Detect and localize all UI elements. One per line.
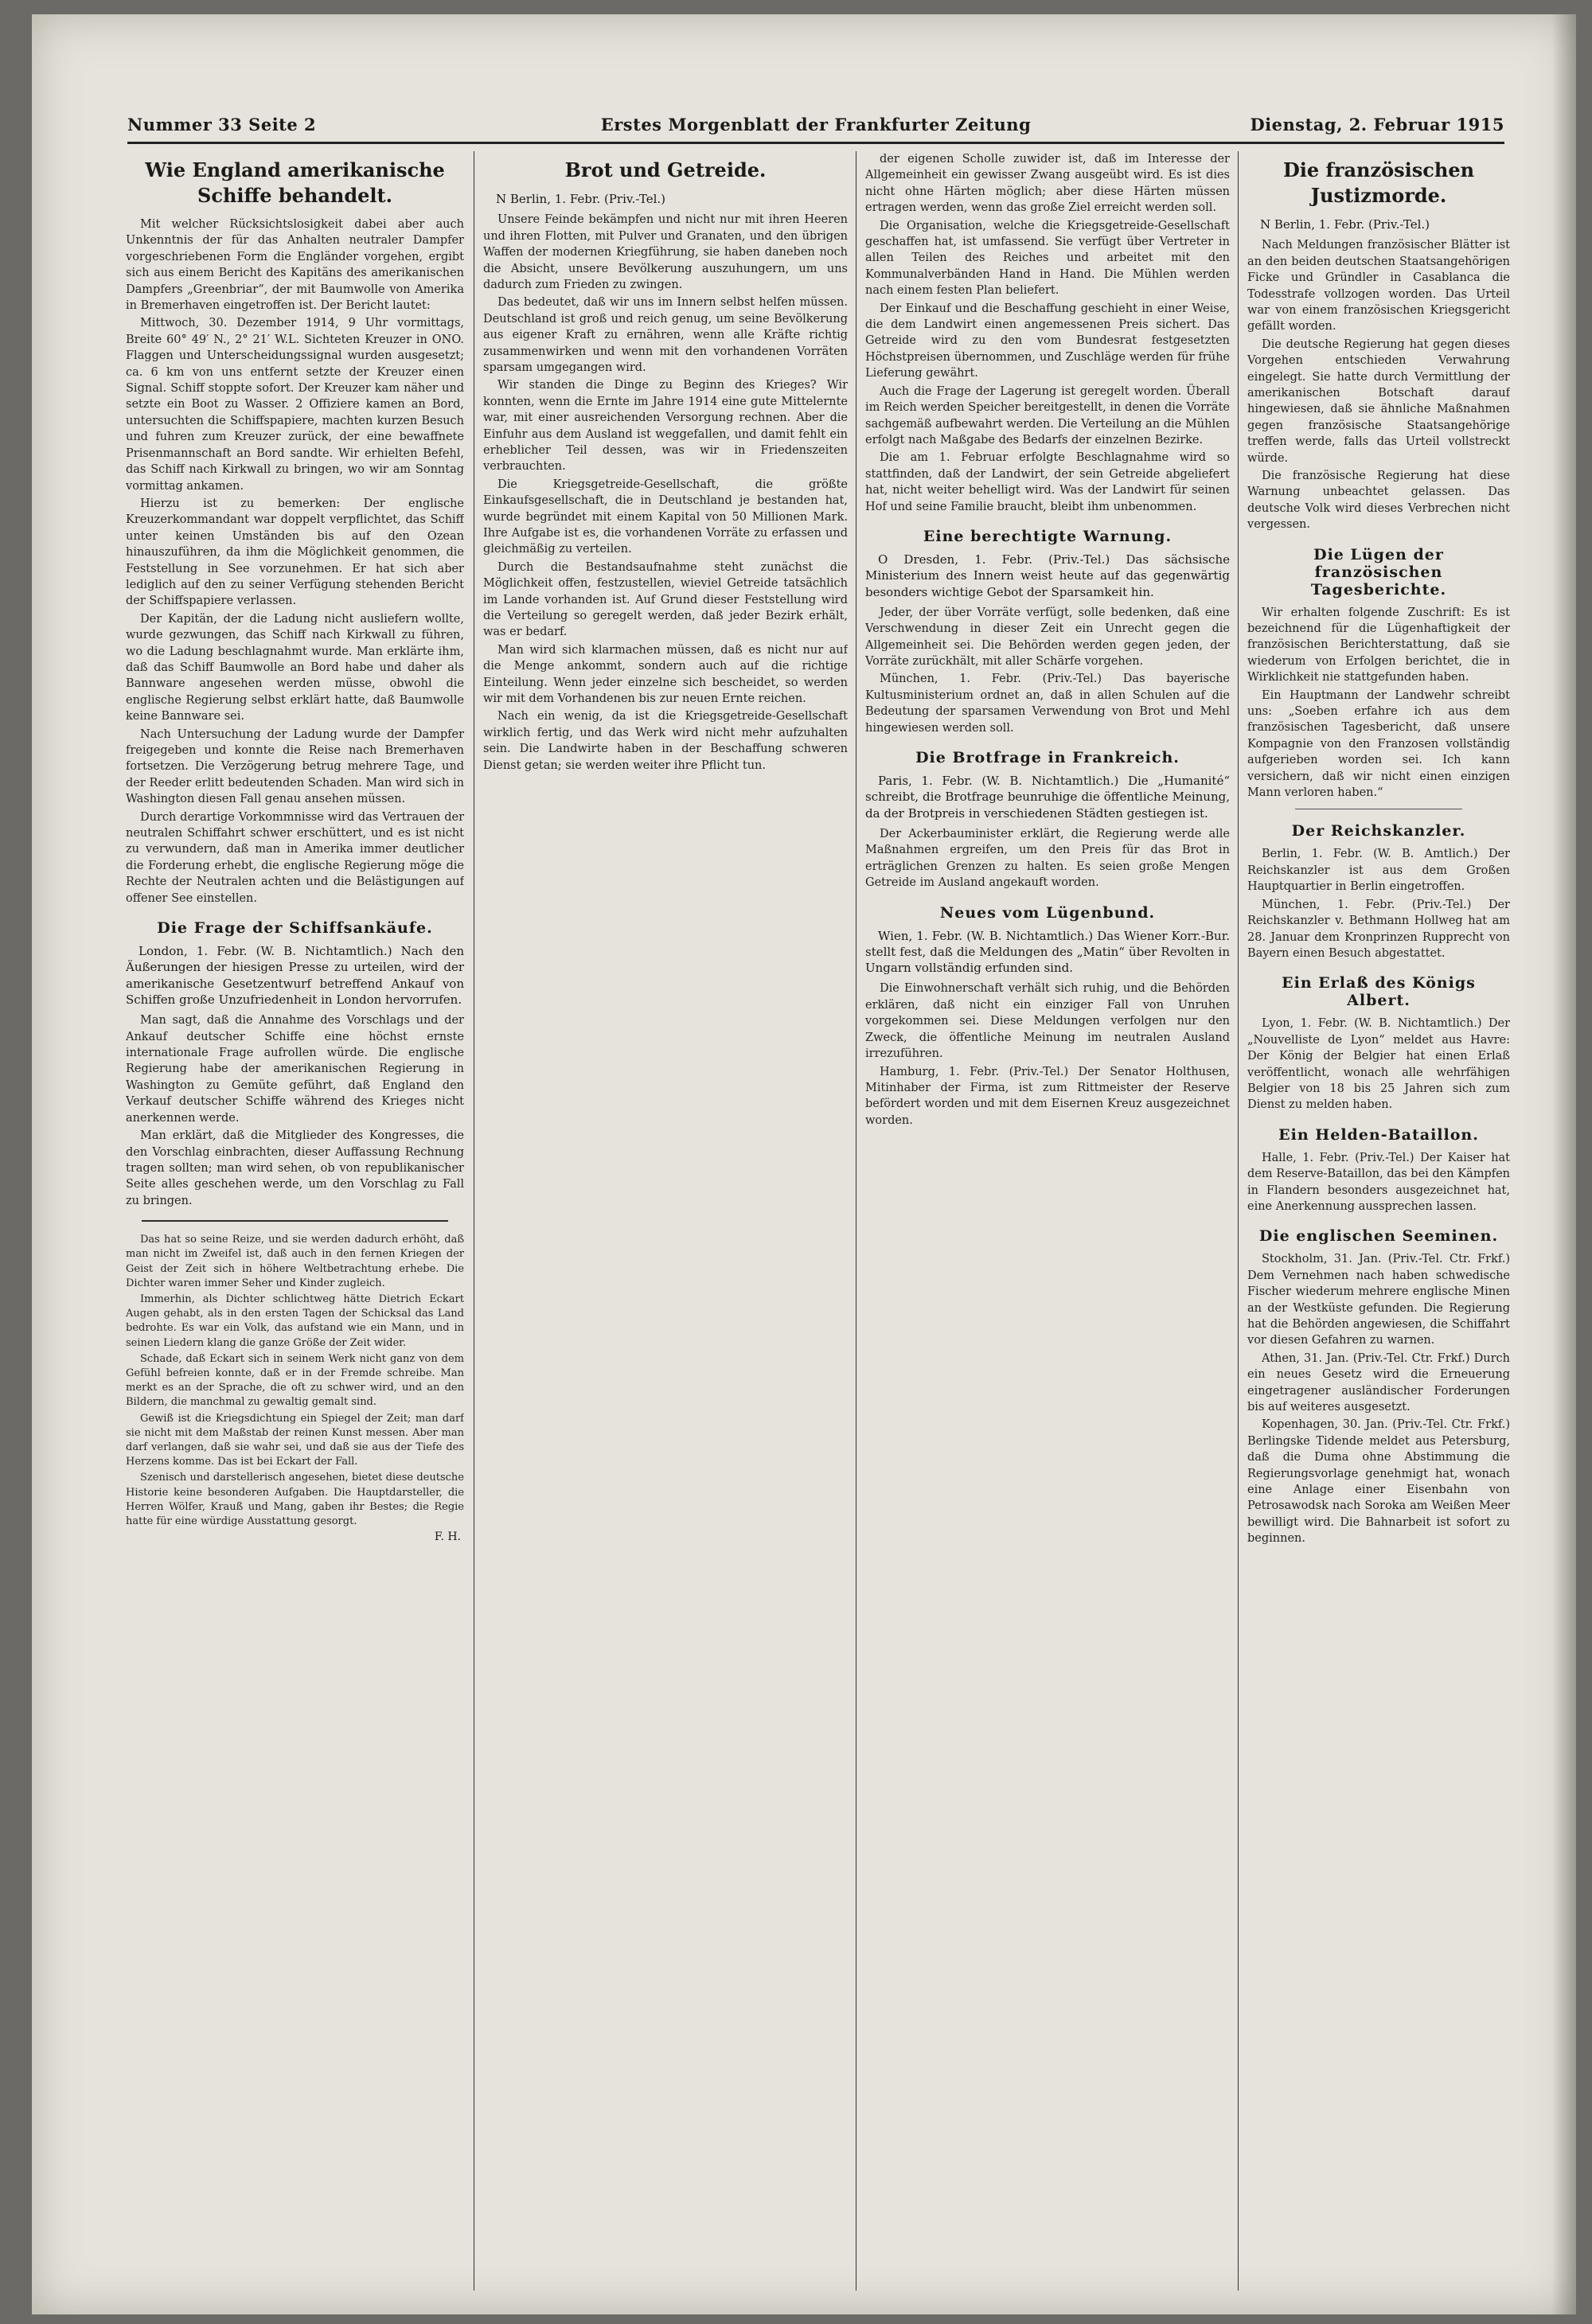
section-heading: Eine berechtigte Warnung. [923,527,1173,545]
masthead-paper-name: Erstes Morgenblatt der Frankfurter Zeitung [600,115,1032,135]
section-heading: Der Reichskanzler. [1291,822,1466,840]
article-paragraph: Die Kriegsgetreide-Gesellschaft, die größte Einkaufsgesellschaft, die in Deutschland je bestanden hat, wurde begründet mit einem Kapital von 50 Millionen Mark. Ihre Aufgabe ist es, die vorhandenen Vorräte zu erfassen und gleichmäßig zu verteilen. [483,478,848,556]
feuilleton-paragraph: Das hat so seine Reize, und sie werden dadurch erhöht, daß man nicht im Zweifel ist, daß auch in den fernen Kriegen der Geist der Zeit sich in höhere Weltbetrachtung erhebe. Die Dichter waren immer Seher und Kinder zugleich. [126,1234,464,1289]
dateline: Paris, 1. Febr. (W. B. Nichtamtlich.) Die „Humanité“ schreibt, die Brotfrage beunruhige die öffentliche Meinung, da der Brotpreis in verschiedenen Städten gestiegen ist. [865,774,1230,821]
article-paragraph: der eigenen Scholle zuwider ist, daß im Interesse der Allgemeinheit ein gewisser Zwang ausgeübt wird. Es ist dies nicht ohne Härten möglich; aber diese Härten müssen ertragen werden, wenn das große Ziel erreicht werden soll. [865,153,1230,215]
masthead-issue: Nummer 33 Seite 2 [127,115,317,135]
article-paragraph: München, 1. Febr. (Priv.-Tel.) Der Reichskanzler v. Bethmann Hollweg hat am 28. Januar dem Kronprinzen Rupprecht von Bayern einen Besuch abgestattet. [1247,898,1510,960]
article-paragraph: Unsere Feinde bekämpfen und nicht nur mit ihren Heeren und ihren Flotten, mit Pulver und Granaten, und den übrigen Waffen der modernen Kriegführung, sie haben daneben noch die Absicht, unsere Bevölkerung auszuhungern, um uns dadurch zum Frieden zu zwingen. [483,213,848,291]
article-paragraph: Die am 1. Februar erfolgte Beschlagnahme wird so stattfinden, daß der Landwirt, der sein Getreide abgeliefert hat, nicht weiter behelligt wird. Was der Landwirt für seinen Hof und seine Familie braucht, bleibt ihm unbenommen. [865,451,1230,513]
section-heading: Die englischen Seeminen. [1258,1227,1499,1246]
feuilleton-paragraph: Immerhin, als Dichter schlichtweg hätte Dietrich Eckart Augen gehabt, als in den ersten Tagen der Schicksal das Land bedrohte. Es war ein Volk, das aufstand wie ein Mann, und in seinen Liedern klang die ganze Größe der Zeit wider. [126,1293,464,1349]
article-paragraph: Das bedeutet, daß wir uns im Innern selbst helfen müssen. Deutschland ist groß und reich genug, um seine Bevölkerung aus eigener Kraft zu ernähren, wenn alle Kräfte richtig zusammenwirken und wenn mit den vorhandenen Vorräten sparsam umgegangen wird. [483,296,848,374]
dateline: Wien, 1. Febr. (W. B. Nichtamtlich.) Das Wiener Korr.-Bur. stellt fest, daß die Meldungen des „Matin“ über Revolten in Ungarn vollständig erfunden sind. [865,928,1230,976]
section-heading: Neues vom Lügenbund. [939,903,1156,922]
author-signature: F. H. [434,1530,461,1544]
section-heading: Die Lügen der französischen Tagesberichte. [1310,545,1447,599]
article-paragraph: Auch die Frage der Lagerung ist geregelt worden. Überall im Reich werden Speicher bereitgestellt, in denen die Vorräte sachgemäß aufbewahrt werden. Die Verteilung an die Mühlen erfolgt nach Maßgabe des Bedarfs der einzelnen Bezirke. [865,384,1230,446]
article-paragraph: Kopenhagen, 30. Jan. (Priv.-Tel. Ctr. Frkf.) Berlingske Tidende meldet aus Petersburg, daß die Duma ohne Abstimmung die Regierungsvorlage genehmigt hat, wonach eine Anlage einer Eisenbahn von Petrosawodsk nach Soroka am Weißen Meer bewilligt wird. Die Bahnarbeit ist sofort zu beginnen. [1247,1418,1510,1546]
article-paragraph: Nach ein wenig, da ist die Kriegsgetreide-Gesellschaft wirklich fertig, und das Werk wird nicht mehr aufzuhalten sein. Die Landwirte haben in der Beschaffung schweren Dienst getan; sie werden weiter ihre Pflicht tun. [483,710,848,772]
article-paragraph: Man sagt, daß die Annahme des Vorschlags und der Ankauf deutscher Schiffe eine höchst ernste internationale Frage aufrollen würde. Die englische Regierung habe der amerikanischen Regierung in Washington zu Gemüte geführt, daß England den Verkauf deutscher Schiffe während des Krieges nicht anerkennen werde. [126,1014,464,1125]
column-3 [865,151,1230,2291]
dateline: London, 1. Febr. (W. B. Nichtamtlich.) Nach den Äußerungen der hiesigen Presse zu urteilen, wird der amerikanische Gesetzentwurf betreffend Ankauf von Schiffen große Unzufriedenheit in London hervorrufen. [126,944,464,1007]
article-paragraph: Athen, 31. Jan. (Priv.-Tel. Ctr. Frkf.) Durch ein neues Gesetz wird die Erneuerung eingetragener ausländischer Forderungen bis auf weiteres ausgesetzt. [1247,1351,1510,1414]
section-heading: Ein Erlaß des Königs Albert. [1282,974,1476,1010]
article-paragraph: Die französische Regierung hat diese Warnung unbeachtet gelassen. Das deutsche Volk wird dieses Verbrechen nicht vergessen. [1247,469,1510,532]
article-paragraph: Durch die Bestandsaufnahme steht zunächst die Möglichkeit offen, festzustellen, wieviel Getreide tatsächlich im Lande vorhanden ist. Auf Grund dieser Feststellung wird die Verteilung so geregelt werden, daß jeder Bezirk erhält, was er bedarf. [483,560,848,639]
article-title: Brot und Getreide. [564,158,767,181]
column-rule [1238,151,1239,2291]
feuilleton-paragraph: Schade, daß Eckart sich in seinem Werk nicht ganz von dem Gefühl befreien konnte, daß er in der Fremde schreibe. Man merkt es an der Sprache, die oft zu schwer wird, und an den Bildern, die manchmal zu gewaltig gemalt sind. [126,1352,464,1409]
dateline: N Berlin, 1. Febr. (Priv.-Tel.) [496,192,666,206]
column-4 [1247,151,1510,2291]
article-paragraph: Die Organisation, welche die Kriegsgetreide-Gesellschaft geschaffen hat, ist umfassend. Sie verfügt über Vertreter in allen Teilen des Reiches und arbeitet mit den Kommunalverbänden Hand in Hand. Die Mühlen werden nach einem festen Plan beliefert. [865,219,1230,298]
article-paragraph: Der Kapitän, der die Ladung nicht ausliefern wollte, wurde gezwungen, das Schiff nach Kirkwall zu führen, wo die Ladung beschlagnahmt wurde. Man erklärte ihm, daß das Schiff Baumwolle an Bord habe und daher als Bannware angesehen werden müsse, obwohl die englische Regierung selbst erklärt hatte, daß Baumwolle keine Bannware sei. [126,612,464,723]
article-paragraph: Durch derartige Vorkommnisse wird das Vertrauen der neutralen Schiffahrt schwer erschüttert, und es ist nicht zu verwundern, daß man in Amerika immer deutlicher die Forderung erhebt, die englische Regierung möge die Rechte der Neutralen achten und die Belästigungen auf offener See einstellen. [126,810,464,905]
article-paragraph: Wir erhalten folgende Zuschrift: Es ist bezeichnend für die Lügenhaftigkeit der französischen Berichterstattung, daß sie wiederum von Erfolgen berichtet, die in Wirklichkeit nie stattgefunden haben. [1247,606,1510,684]
newspaper-page [32,14,1576,2314]
article-paragraph: Der Ackerbauminister erklärt, die Regierung werde alle Maßnahmen ergreifen, um den Preis für das Brot in erträglichen Grenzen zu halten. Es seien große Mengen Getreide im Ausland angekauft worden. [865,827,1230,890]
dateline: N Berlin, 1. Febr. (Priv.-Tel.) [1260,217,1430,232]
article-paragraph: Wir standen die Dinge zu Beginn des Krieges? Wir konnten, wenn die Ernte im Jahre 1914 eine gute Mittelernte war, mit einer ausreichenden Versorgung rechnen. Aber die Einfuhr aus dem Ausland ist weggefallen, und damit fehlt ein erheblicher Teil dessen, was wir in Friedenszeiten verbrauchten. [483,379,848,474]
section-heading: Ein Helden-Bataillon. [1278,1125,1479,1144]
article-paragraph: Hamburg, 1. Febr. (Priv.-Tel.) Der Senator Holthusen, Mitinhaber der Firma, ist zum Rittmeister der Reserve befördert worden und mit dem Eisernen Kreuz ausgezeichnet worden. [865,1065,1230,1127]
section-heading: Die Frage der Schiffsankäufe. [157,919,433,938]
article-paragraph: Die deutsche Regierung hat gegen dieses Vorgehen entschieden Verwahrung eingelegt. Sie hatte durch Vermittlung der amerikanischen Botschaft darauf hingewiesen, daß sie ähnliche Maßnahmen gegen französische Staatsangehörige treffen werde, falls das Urteil vollstreckt würde. [1247,337,1510,465]
article-paragraph: Nach Untersuchung der Ladung wurde der Dampfer freigegeben und konnte die Reise nach Bremerhaven fortsetzen. Die Verzögerung betrug mehrere Tage, und der Reeder erlitt bedeutenden Schaden. Man wird sich in Washington diesen Fall genau ansehen müssen. [126,727,464,806]
article-paragraph: Stockholm, 31. Jan. (Priv.-Tel. Ctr. Frkf.) Dem Vernehmen nach haben schwedische Fischer wiederum mehrere englische Minen an der Westküste gefunden. Die Regierung hat die Behörden angewiesen, die Schiffahrt vor diesen Gefahren zu warnen. [1247,1253,1510,1347]
article-title: Die französischen Justizmorde. [1282,158,1475,207]
article-paragraph: Nach Meldungen französischer Blätter ist an den beiden deutschen Staatsangehörigen Ficke und Gründler in Casablanca die Todesstrafe vollzogen worden. Das Urteil war von einem französischen Kriegsgericht gefällt worden. [1247,239,1510,333]
article-paragraph: Ein Hauptmann der Landwehr schreibt uns: „Soeben erfahre ich aus dem französischen Tagesbericht, daß unsere Kompagnie von den Franzosen vollständig aufgerieben worden sei. Ich kann versichern, daß wir nicht einen einzigen Mann verloren haben.“ [1247,688,1510,800]
article-paragraph: Die Einwohnerschaft verhält sich ruhig, und die Behörden erklären, daß nicht ein einziger Fall von Unruhen vorgekommen sei. Diese Meldungen verfolgen nur den Zweck, die öffentliche Meinung im neutralen Ausland irrezuführen. [865,982,1230,1061]
dateline: O Dresden, 1. Febr. (Priv.-Tel.) Das sächsische Ministerium des Innern weist heute auf das gegenwärtig besonders wichtige Gebot der Sparsamkeit hin. [865,552,1230,599]
article-paragraph: Berlin, 1. Febr. (W. B. Amtlich.) Der Reichskanzler ist aus dem Großen Hauptquartier in Berlin eingetroffen. [1247,848,1510,894]
feuilleton-paragraph: Szenisch und darstellerisch angesehen, bietet diese deutsche Historie keine besonderen Aufgaben. Die Hauptdarsteller, die Herren Wölfer, Krauß und Mang, gaben ihr Bestes; die Regie hatte für eine würdige Ausstattung gesorgt. [126,1472,464,1527]
column-2 [483,151,848,2291]
article-paragraph: Hierzu ist zu bemerken: Der englische Kreuzerkommandant war doppelt verpflichtet, das Schiff unter keinen Umständen bis auf den Ozean hinauszuführen, da ihm die Möglichkeit genommen, die Feststellung in See vorzunehmen. Er hat sich aber lediglich auf den zu seiner Verfügung stehenden Bericht der Schiffspapiere verlassen. [126,497,464,608]
article-paragraph: Der Einkauf und die Beschaffung geschieht in einer Weise, die dem Landwirt einen angemessenen Preis sichert. Das Getreide wird zu den vom Bundesrat festgesetzten Höchstpreisen übernommen, und Zuschläge werden für frühe Lieferung gewährt. [865,302,1230,380]
article-paragraph: Halle, 1. Febr. (Priv.-Tel.) Der Kaiser hat dem Reserve-Bataillon, das bei den Kämpfen in Flandern besonders ausgezeichnet hat, eine Anerkennung aussprechen lassen. [1247,1151,1510,1213]
column-1 [126,151,464,2291]
section-heading: Die Brotfrage in Frankreich. [915,749,1180,767]
masthead [127,115,1504,144]
article-paragraph: Mittwoch, 30. Dezember 1914, 9 Uhr vormittags, Breite 60° 49′ N., 2° 21′ W.L. Sichteten Kreuzer in ONO. Flaggen und Unterscheidungssignal wurden ausgesetzt; ca. 6 km von uns entfernt setzte der Kreuzer einen Signal. Schiff stoppte sofort. Der Kreuzer kam näher und setzte ein Boot zu Wasser. 2 Offiziere kamen an Bord, untersuchten die Schiffspapiere, machten kurzen Besuch und fuhren zum Kreuzer zurück, der eine bewaffnete Prisenmannschaft an Bord sandte. Wir erhielten Befehl, das Schiff nach Kirkwall zu bringen, wo wir am Sonntag vormittag ankamen. [126,317,464,493]
article-title: Wie England amerikanische Schiffe behandelt. [145,158,445,207]
article-paragraph: Jeder, der über Vorräte verfügt, solle bedenken, daß eine Verschwendung in dieser Zeit ein Unrecht gegen die Allgemeinheit sei. Die Behörden werden gegen jeden, der Vorräte zurückhält, mit aller Schärfe vorgehen. [865,606,1230,669]
masthead-date: Dienstag, 2. Februar 1915 [1250,115,1504,135]
article-paragraph: Man erklärt, daß die Mitglieder des Kongresses, die den Vorschlag einbrachten, dieser Auffassung Rechnung tragen sollten; man wird sehen, ob von republikanischer Seite alles geschehen werde, um den Vorschlag zu Fall zu bringen. [126,1129,464,1207]
article-paragraph: Mit welcher Rücksichtslosigkeit dabei aber auch Unkenntnis der für das Anhalten neutraler Dampfer vorgeschriebenen Form die Engländer vorgehen, ergibt sich aus einem Bericht des Kapitäns des amerikanischen Dampfers „Greenbriar“, der mit Baumwolle von Amerika in Bremerhaven eingetroffen ist. Der Bericht lautet: [126,218,464,313]
feuilleton-rule [142,1220,448,1222]
feuilleton-paragraph: Gewiß ist die Kriegsdichtung ein Spiegel der Zeit; man darf sie nicht mit dem Maßstab der reinen Kunst messen. Aber man darf verlangen, daß sie wahr sei, und daß sie aus der Tiefe des Herzens komme. Das ist bei Eckart der Fall. [126,1412,464,1468]
article-paragraph: München, 1. Febr. (Priv.-Tel.) Das bayerische Kultusministerium ordnet an, daß in allen Schulen auf die Bedeutung der sparsamen Verwendung von Brot und Mehl hingewiesen werden soll. [865,673,1230,735]
article-paragraph: Lyon, 1. Febr. (W. B. Nichtamtlich.) Der „Nouvelliste de Lyon“ meldet aus Havre: Der König der Belgier hat einen Erlaß veröffentlicht, wonach alle wehrfähigen Belgier von 18 bis 25 Jahren sich zum Dienst zu melden haben. [1247,1017,1510,1112]
page-edge-shadow [1552,14,1576,2314]
article-paragraph: Man wird sich klarmachen müssen, daß es nicht nur auf die Menge ankommt, sondern auch auf die richtige Einteilung. Wenn jeder einzelne sich bescheidet, so werden wir mit dem Vorhandenen bis zur neuen Ernte reichen. [483,643,848,706]
